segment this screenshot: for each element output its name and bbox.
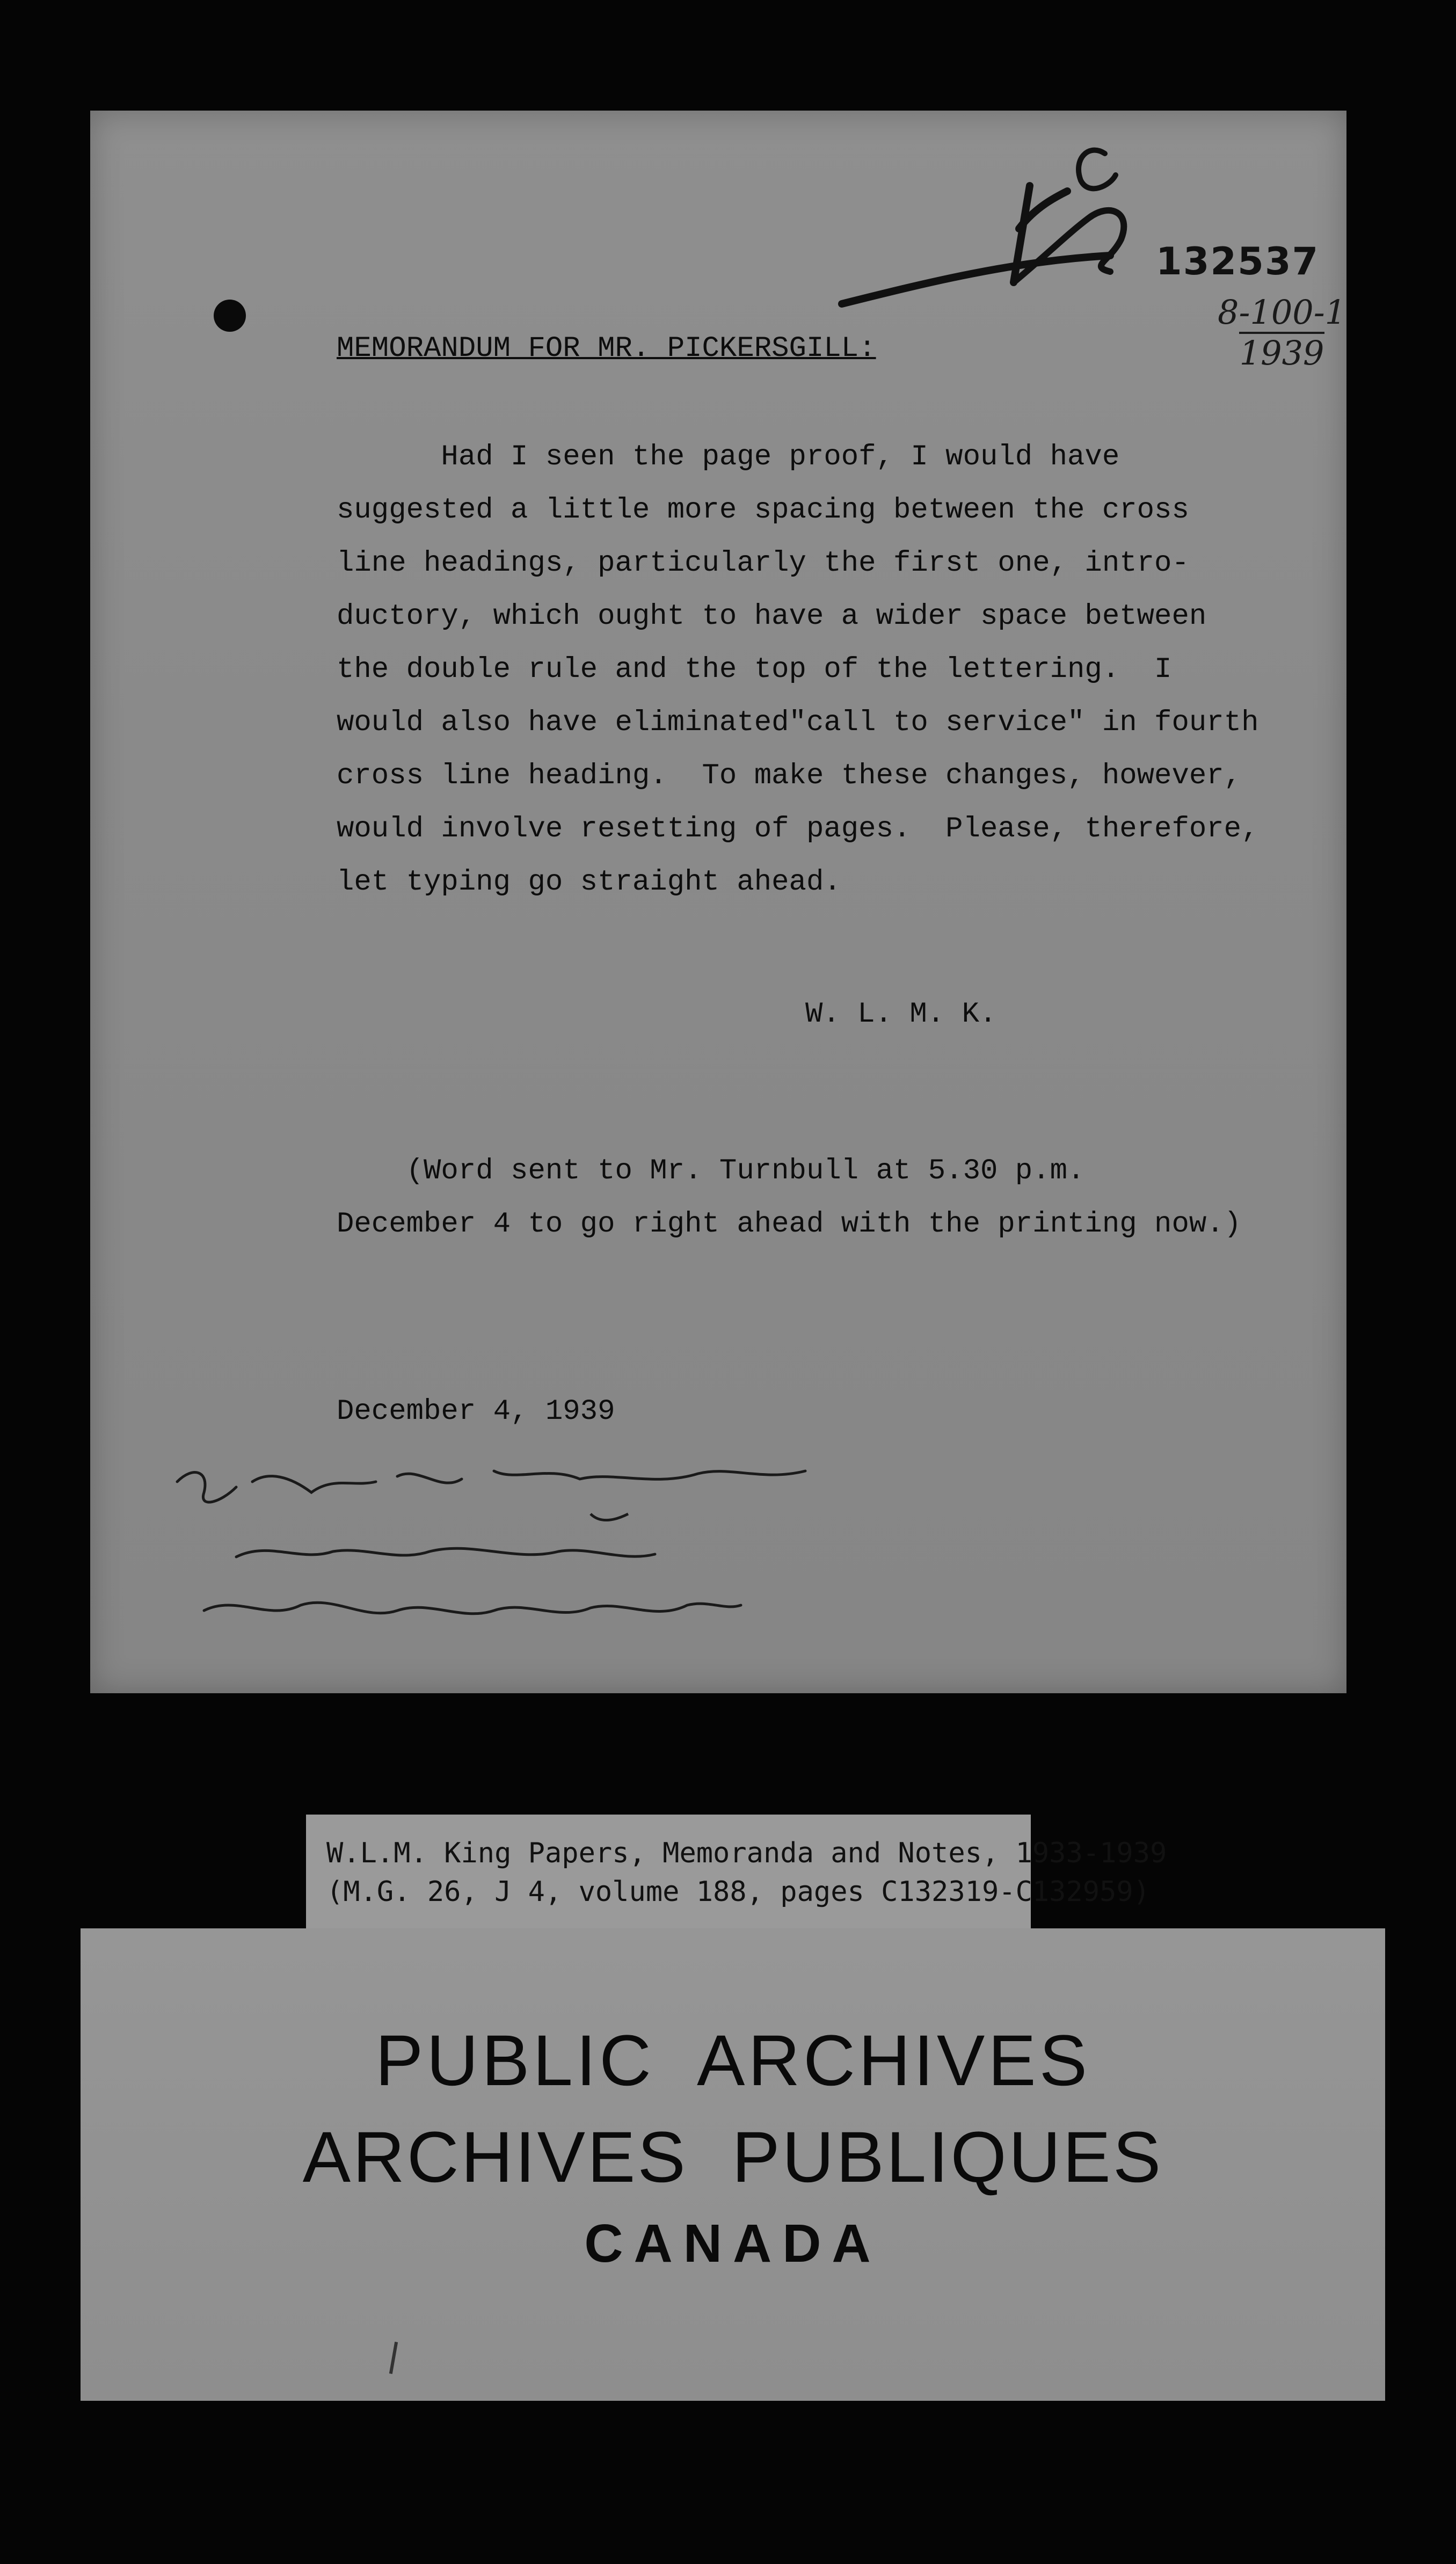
citation-line-2: (M.G. 26, J 4, volume 188, pages C132319-C132959) xyxy=(326,1876,1151,1908)
memo-date: December 4, 1939 xyxy=(337,1395,615,1428)
handwritten-annotation xyxy=(172,1449,870,1675)
handwriting-scribble xyxy=(172,1449,870,1675)
archives-card xyxy=(81,1928,1385,2401)
file-number: 132537 xyxy=(1156,239,1320,283)
file-reference-year: 1939 xyxy=(1239,332,1324,373)
file-stamp-scrawl xyxy=(788,121,1196,347)
archives-country: CANADA xyxy=(584,2213,882,2274)
citation-line-1: W.L.M. King Papers, Memoranda and Notes, 1933-1939 xyxy=(326,1837,1167,1869)
file-reference xyxy=(1218,293,1346,373)
pencil-mark xyxy=(389,2342,398,2374)
memo-body: Had I seen the page proof, I would have suggested a little more spacing between the cross line headings, particularly the first one, intro- ductory, which ought to have a wider space between the double rule and the top of the lettering. I would also have eliminated"call to service" in fourth cross line heading. To make these changes, however, would involve resetting of pages. Please, therefore, let typing go straight ahead. xyxy=(337,441,1259,899)
punch-hole xyxy=(214,300,246,332)
file-reference-code: 8-100-1 xyxy=(1218,293,1346,332)
memo-heading: MEMORANDUM FOR MR. PICKERSGILL: xyxy=(337,332,876,365)
memo-note: (Word sent to Mr. Turnbull at 5.30 p.m. December 4 to go right ahead with the printing now.) xyxy=(337,1155,1242,1241)
citation-label xyxy=(306,1815,1167,1938)
archives-french-title: ARCHIVES PUBLIQUES xyxy=(302,2117,1163,2197)
memo-initials: W. L. M. K. xyxy=(805,998,997,1031)
archives-english-title: PUBLIC ARCHIVES xyxy=(375,2021,1091,2101)
citation-text xyxy=(326,1834,1167,1911)
